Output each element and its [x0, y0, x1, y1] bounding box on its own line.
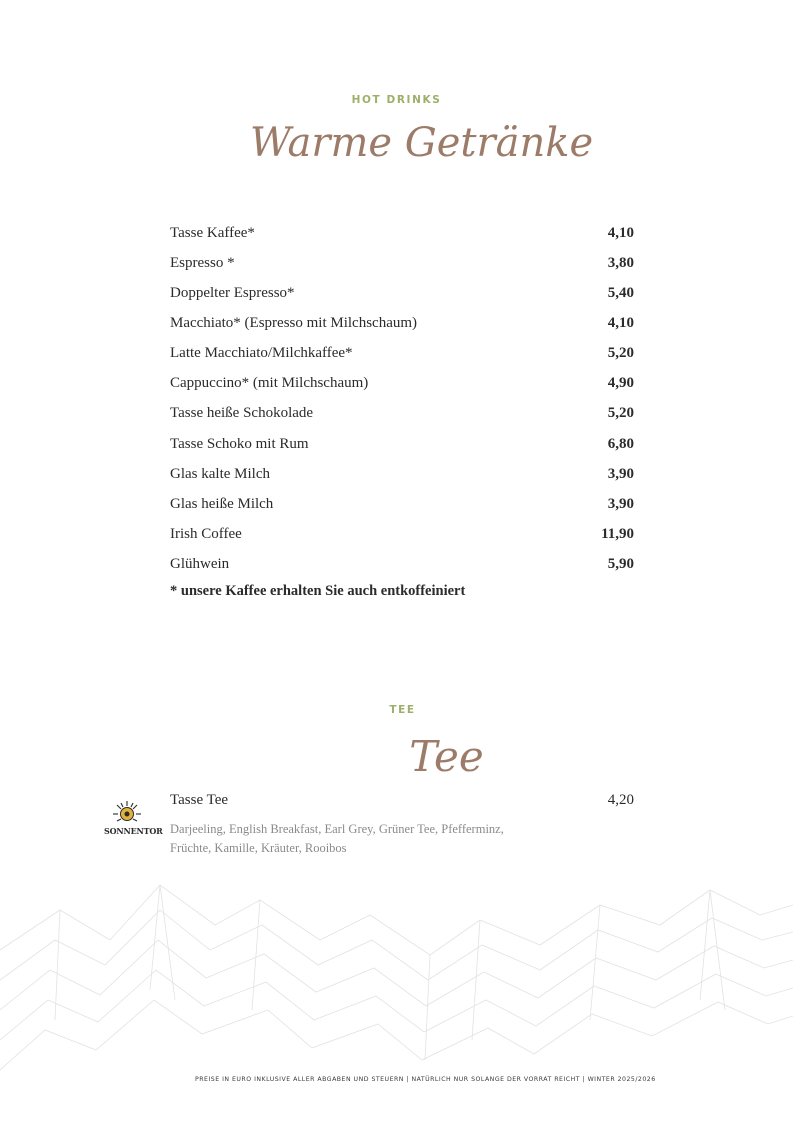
menu-item [170, 255, 634, 272]
menu-item [170, 496, 634, 513]
menu-item [170, 466, 634, 483]
item-price: 3,90 [607, 466, 634, 482]
menu-item [170, 285, 634, 302]
item-price: 5,20 [607, 405, 634, 421]
item-price: 11,90 [601, 526, 634, 542]
menu-item [170, 315, 634, 332]
item-name: Macchiato* (Espresso mit Milchschaum) [170, 315, 418, 331]
item-price: 3,90 [607, 496, 634, 512]
logo-wordmark: SONNENTOR [104, 826, 163, 836]
menu-item-tea [170, 792, 634, 809]
menu-item [170, 405, 634, 422]
item-price: 4,10 [607, 315, 634, 331]
sonnentor-logo [104, 800, 163, 836]
item-price: 4,90 [607, 375, 634, 391]
item-name: Tasse Tee [170, 792, 229, 808]
menu-item [170, 375, 634, 392]
item-name: Espresso * [170, 255, 235, 271]
decaf-note: * unsere Kaffee erhalten Sie auch entkoffeiniert [170, 583, 466, 599]
item-name: Cappuccino* (mit Milchschaum) [170, 375, 369, 391]
item-name: Latte Macchiato/Milchkaffee* [170, 345, 353, 361]
menu-item [170, 436, 634, 453]
tea-eyebrow: TEE [389, 704, 416, 716]
item-price: 5,20 [607, 345, 634, 361]
item-name: Doppelter Espresso* [170, 285, 295, 301]
item-price: 5,40 [607, 285, 634, 301]
sun-icon [112, 800, 142, 826]
hot-drinks-title: Warme Getränke [249, 120, 594, 166]
item-price: 3,80 [607, 255, 634, 271]
tea-description-line: Darjeeling, English Breakfast, Earl Grey, Grüner Tee, Pfefferminz, [170, 822, 504, 836]
tea-description [170, 820, 550, 858]
footer-note: PREISE IN EURO INKLUSIVE ALLER ABGABEN UND STEUERN | NATÜRLICH NUR SOLANGE DER VORRAT REICHT | WINTER 2025/2026 [195, 1076, 656, 1083]
mountain-illustration [0, 870, 793, 1122]
item-name: Glühwein [170, 556, 230, 572]
item-name: Tasse Schoko mit Rum [170, 436, 309, 452]
menu-item [170, 556, 634, 573]
item-name: Glas heiße Milch [170, 496, 274, 512]
tea-title: Tee [409, 732, 484, 781]
item-price: 6,80 [607, 436, 634, 452]
tea-description-line: Früchte, Kamille, Kräuter, Rooibos [170, 841, 347, 855]
item-name: Tasse Kaffee* [170, 225, 255, 241]
menu-item [170, 526, 634, 543]
item-name: Glas kalte Milch [170, 466, 270, 482]
hot-drinks-eyebrow: HOT DRINKS [351, 94, 442, 106]
item-name: Irish Coffee [170, 526, 242, 542]
menu-item [170, 345, 634, 362]
item-price: 5,90 [607, 556, 634, 572]
item-price: 4,10 [607, 225, 634, 241]
menu-item [170, 225, 634, 242]
item-name: Tasse heiße Schokolade [170, 405, 314, 421]
item-price: 4,20 [607, 792, 634, 808]
